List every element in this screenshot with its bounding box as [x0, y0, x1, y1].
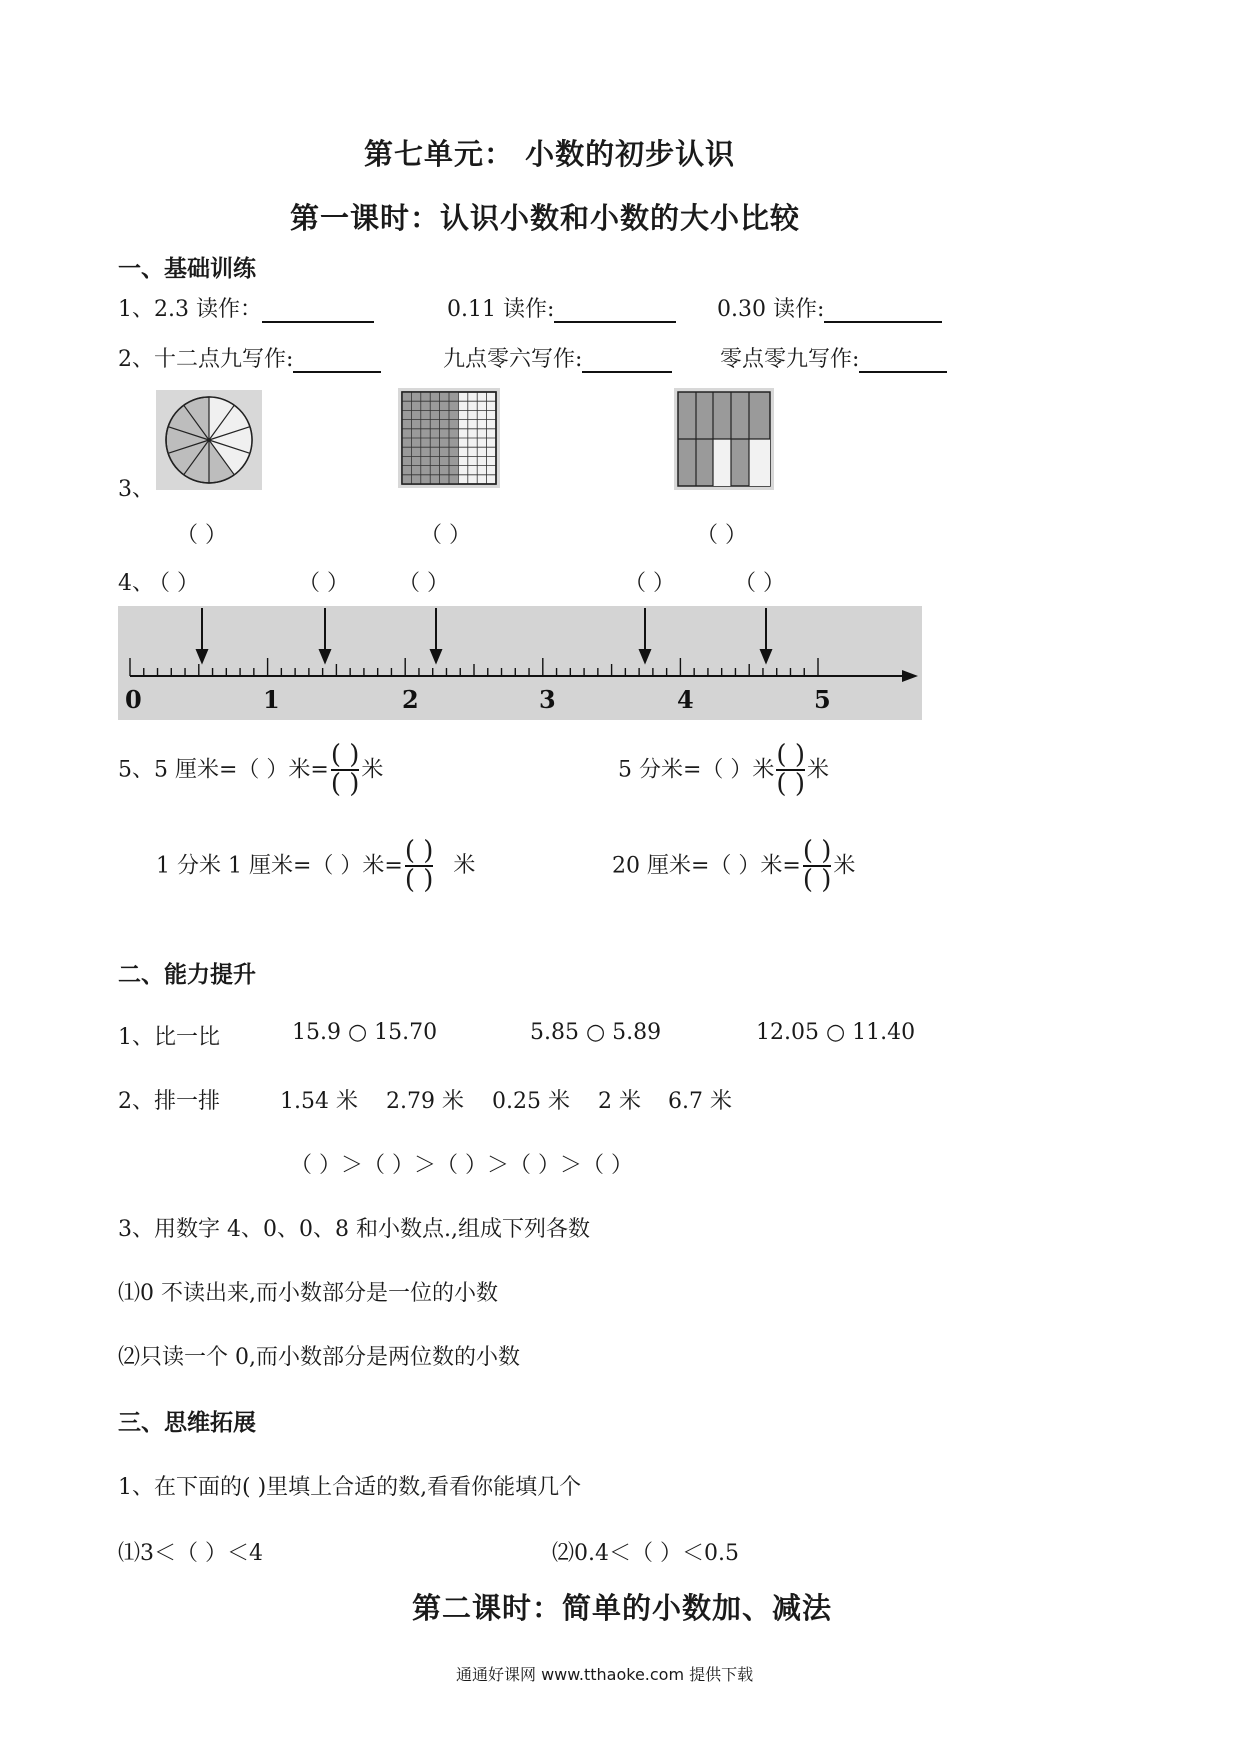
ability-q3-1: ⑴0 不读出来,而小数部分是一位的小数: [118, 1281, 498, 1306]
q2-b-label: 九点零六写作:: [443, 347, 583, 372]
q5-d: [612, 838, 855, 895]
unit-title: 第七单元： 小数的初步认识: [364, 137, 736, 171]
ruler-label-3: 3: [539, 685, 556, 714]
q5-a-fraction[interactable]: [331, 742, 360, 799]
ruler-label-4: 4: [677, 685, 694, 714]
q2-number: 2、: [118, 347, 154, 372]
lesson1-title: 第一课时：认识小数和小数的大小比较: [290, 201, 801, 235]
thinking-a[interactable]: ⑴3＜（ ）＜4: [118, 1541, 263, 1566]
frac-numerator: ( ): [776, 740, 805, 770]
q2-a-label: 十二点九写作:: [154, 347, 294, 372]
lesson2-title: 第二课时：简单的小数加、减法: [412, 1591, 833, 1625]
basic-q2: [118, 342, 381, 373]
grid-figure: [398, 388, 500, 488]
sort-item-4: 2 米: [598, 1089, 641, 1114]
sort-item-5: 6.7 米: [668, 1089, 732, 1114]
sort-item-3: 0.25 米: [492, 1089, 570, 1114]
sort-order-answer[interactable]: （ ）＞（ ）＞（ ）＞（ ）＞（ ）: [290, 1153, 633, 1178]
q4-answer-4[interactable]: （ ）: [624, 571, 675, 596]
q1-b-label: 0.11 读作:: [447, 297, 555, 322]
frac-denominator: ( ): [802, 865, 832, 896]
frac-numerator: ( ): [330, 740, 360, 770]
q2-a-blank[interactable]: [293, 349, 381, 373]
number-line: [118, 606, 922, 720]
q3-answer-1[interactable]: （ ）: [176, 523, 227, 548]
q1-a-label: 2.3 读作：: [154, 297, 262, 322]
q5-number: 5、: [118, 757, 154, 783]
q5-b: [618, 742, 829, 799]
frac-denominator: ( ): [404, 865, 434, 896]
q1-a-blank[interactable]: [262, 299, 374, 323]
q5-c-unit: 米: [453, 853, 476, 879]
strips-icon: [674, 388, 774, 490]
q5-b-text: 5 分米=（ ）米: [618, 757, 775, 783]
q5-d-text: 20 厘米=（ ）米=: [612, 853, 801, 879]
ruler-label-1: 1: [263, 685, 280, 714]
frac-denominator: ( ): [776, 769, 805, 800]
ability-q1-label: 1、比一比: [118, 1025, 220, 1050]
q5-b-fraction[interactable]: [776, 742, 805, 799]
sort-item-1: 1.54 米: [280, 1089, 358, 1114]
page-footer: 通通好课网 www.tthaoke.com 提供下载: [456, 1665, 754, 1684]
ruler-label-2: 2: [402, 685, 419, 714]
basic-q1-b: [447, 292, 676, 323]
q3-answer-2[interactable]: （ ）: [420, 523, 471, 548]
basic-q2-c: [720, 342, 947, 373]
basic-q1: [118, 292, 374, 323]
q2-b-blank[interactable]: [582, 349, 672, 373]
q4-answer-5[interactable]: （ ）: [734, 571, 785, 596]
thinking-q1: 1、在下面的( )里填上合适的数,看看你能填几个: [118, 1475, 582, 1500]
section-ability-heading: 二、能力提升: [118, 962, 256, 988]
ruler-label-0: 0: [125, 685, 142, 714]
compare-item-1[interactable]: 15.9 ○ 15.70: [292, 1020, 438, 1045]
q4-answer-2[interactable]: （ ）: [298, 571, 349, 596]
q2-c-label: 零点零九写作:: [720, 347, 860, 372]
q4-answer-1[interactable]: （ ）: [148, 571, 199, 596]
compare-item-2[interactable]: 5.85 ○ 5.89: [530, 1020, 662, 1045]
ruler-label-5: 5: [814, 685, 831, 714]
circle-figure: [156, 390, 262, 490]
q1-c-blank[interactable]: [824, 299, 942, 323]
q5-a: [118, 742, 383, 799]
q4-answer-3[interactable]: （ ）: [398, 571, 449, 596]
q3-number: 3、: [118, 477, 154, 502]
compare-item-3[interactable]: 12.05 ○ 11.40: [756, 1020, 916, 1045]
q4-number: 4、: [118, 571, 154, 596]
number-line-figure: [118, 606, 922, 720]
basic-q1-c: [717, 292, 942, 323]
q1-b-blank[interactable]: [554, 299, 676, 323]
frac-numerator: ( ): [404, 836, 434, 866]
q5-d-fraction[interactable]: [803, 838, 832, 895]
q5-d-unit: 米: [833, 853, 856, 879]
ability-q3-2: ⑵只读一个 0,而小数部分是两位数的小数: [118, 1345, 520, 1370]
q5-c-text: 1 分米 1 厘米=（ ）米=: [156, 853, 403, 879]
rect-figure: [674, 388, 774, 490]
q1-number: 1、: [118, 297, 154, 322]
circle-tenths-icon: [156, 390, 262, 490]
q5-b-unit: 米: [806, 757, 829, 783]
frac-numerator: ( ): [802, 836, 832, 866]
q2-c-blank[interactable]: [859, 349, 947, 373]
frac-denominator: ( ): [330, 769, 360, 800]
q5-c: [156, 838, 475, 895]
sort-item-2: 2.79 米: [386, 1089, 464, 1114]
thinking-b[interactable]: ⑵0.4＜（ ）＜0.5: [552, 1541, 739, 1566]
hundred-grid-icon: [398, 388, 500, 488]
q5-a-unit: 米: [361, 757, 384, 783]
q5-a-text: 5 厘米=（ ）米=: [154, 757, 329, 783]
basic-q2-b: [443, 342, 672, 373]
q1-c-label: 0.30 读作:: [717, 297, 825, 322]
section-basic-heading: 一、基础训练: [118, 256, 256, 282]
q5-c-fraction[interactable]: [405, 838, 434, 895]
ability-q3: 3、用数字 4、0、0、8 和小数点.,组成下列各数: [118, 1217, 590, 1242]
section-thinking-heading: 三、思维拓展: [118, 1410, 256, 1436]
ability-q2-label: 2、排一排: [118, 1089, 220, 1114]
q3-answer-3[interactable]: （ ）: [696, 523, 747, 548]
